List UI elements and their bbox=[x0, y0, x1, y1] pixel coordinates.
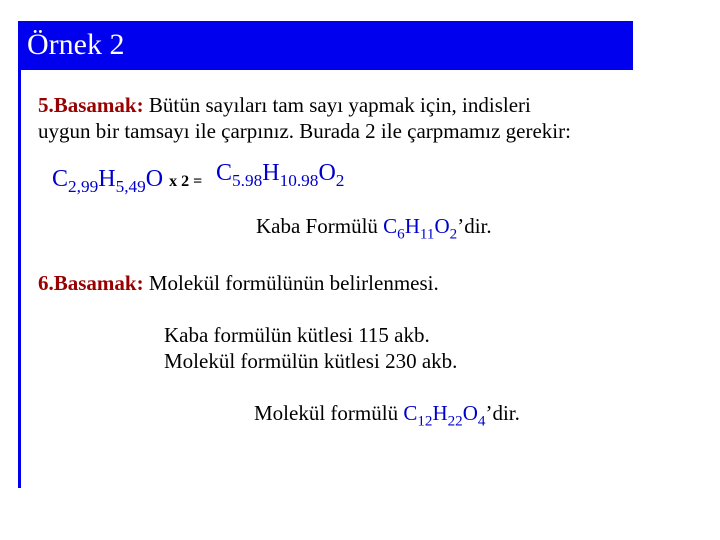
step5-text-line1: Bütün sayıları tam sayı yapmak için, indisleri bbox=[143, 93, 531, 117]
lhs-sub-1: 5,49 bbox=[115, 177, 146, 197]
step6-line bbox=[38, 270, 439, 296]
lhs-el-1: H bbox=[98, 166, 116, 192]
emp-sub-0: 6 bbox=[397, 226, 405, 243]
rhs-sub-0: 5.98 bbox=[232, 171, 263, 191]
rhs-el-1: H bbox=[262, 160, 280, 186]
emp-el-0: C bbox=[383, 214, 398, 238]
empirical-formula bbox=[383, 214, 458, 243]
molecular-formula bbox=[403, 401, 486, 430]
lhs-sub-0: 2,99 bbox=[68, 177, 99, 197]
emp-el-1: H bbox=[404, 214, 420, 238]
rhs-el-0: C bbox=[216, 160, 233, 186]
step5-line2: uygun bir tamsayı ile çarpınız. Burada 2 ile çarpmamız gerekir: bbox=[38, 119, 571, 143]
mol-el-2: O bbox=[462, 401, 478, 425]
mol-sub-2: 4 bbox=[477, 413, 486, 430]
equation-operator: x 2 = bbox=[169, 173, 203, 190]
empirical-prefix: Kaba Formülü bbox=[256, 214, 384, 238]
rhs-el-2: O bbox=[318, 160, 336, 186]
emp-sub-1: 11 bbox=[419, 226, 435, 243]
rhs-sub-2: 2 bbox=[335, 171, 345, 191]
step6-label: 6.Basamak: bbox=[38, 271, 144, 295]
step5-line1 bbox=[38, 92, 531, 118]
molecular-formula-line bbox=[254, 400, 520, 430]
molecular-mass-line: Molekül formülün kütlesi 230 akb. bbox=[164, 349, 458, 373]
molecular-suffix: ’dir. bbox=[485, 401, 520, 425]
step6-text: Molekül formülünün belirlenmesi. bbox=[143, 271, 439, 295]
equation-lhs bbox=[52, 166, 169, 197]
lhs-el-2: O bbox=[145, 166, 164, 192]
empirical-mass-line: Kaba formülün kütlesi 115 akb. bbox=[164, 323, 430, 347]
mol-el-0: C bbox=[403, 401, 418, 425]
mol-el-1: H bbox=[432, 401, 448, 425]
equation-rhs-line bbox=[216, 160, 345, 191]
emp-sub-2: 2 bbox=[449, 226, 458, 243]
empirical-suffix: ’dir. bbox=[457, 214, 492, 238]
left-accent-bar bbox=[18, 60, 21, 488]
mol-sub-1: 22 bbox=[447, 413, 463, 430]
rhs-sub-1: 10.98 bbox=[279, 171, 319, 191]
equation-rhs bbox=[216, 160, 345, 191]
mol-sub-0: 12 bbox=[417, 413, 433, 430]
empirical-formula-line bbox=[256, 213, 492, 243]
page-title: Örnek 2 bbox=[27, 28, 125, 61]
lhs-el-0: C bbox=[52, 166, 69, 192]
equation bbox=[52, 166, 202, 195]
step5-label: 5.Basamak: bbox=[38, 93, 144, 117]
molecular-prefix: Molekül formülü bbox=[254, 401, 404, 425]
emp-el-2: O bbox=[434, 214, 450, 238]
